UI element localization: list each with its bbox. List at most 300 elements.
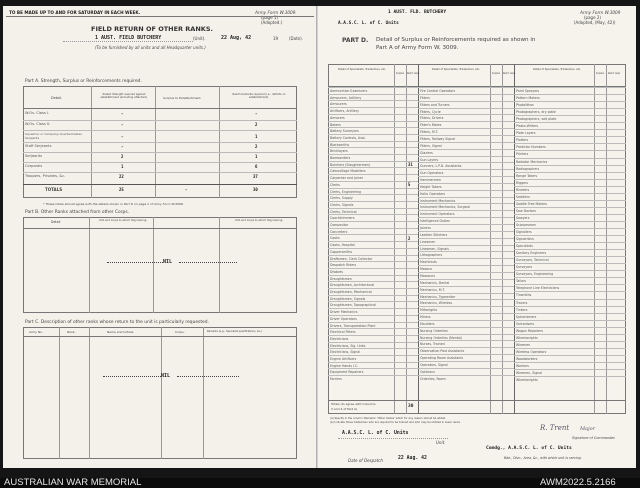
total-posted: 25	[119, 187, 124, 192]
part-b-divider-3	[219, 217, 220, 313]
part-d-row	[418, 286, 514, 293]
trade-label: Engine Artificers	[330, 357, 357, 361]
trade-label: Camouflage Modellers	[330, 169, 366, 174]
trade-label: Surveyors, Technical	[516, 258, 549, 263]
part-a-row: W.Os. Class I. - -	[25, 110, 258, 116]
trade-label: Sanitary Engineers	[516, 251, 547, 256]
part-d-row	[328, 161, 418, 168]
trade-label: Hammermen	[420, 178, 441, 183]
trade-label: Orderlies, Room	[420, 376, 446, 381]
part-b-divider-2	[153, 217, 154, 313]
trade-label: Wagon Repairers	[516, 328, 543, 333]
part-c-divider-1	[59, 327, 60, 459]
part-d-row	[418, 224, 514, 231]
col-head-surplus-3: Surplus	[596, 72, 605, 75]
part-b-nil-dash-right	[179, 262, 237, 263]
part-d-title-1: Detail of Surplus or Reinforcements required as shown in	[376, 37, 536, 43]
trade-label: Sawyers	[516, 215, 530, 220]
part-d-row	[514, 214, 626, 221]
part-d-row	[418, 245, 514, 252]
part-d-row	[328, 181, 418, 188]
part-d-row	[514, 320, 626, 327]
trade-label: Vulcanisers	[516, 321, 535, 326]
trade-label: Mechanics, Typewriter	[420, 294, 456, 299]
total-surplus: -	[185, 187, 188, 192]
rendered-note: (To be furnished by all units and all Headquarter units.)	[95, 45, 206, 50]
part-d-row	[328, 368, 418, 375]
part-a-col-posted: Posted Strength required against establishment (excluding attached).	[100, 93, 148, 99]
reinf-value: 31	[408, 162, 413, 168]
trade-label: Drivers, Transportation Plant	[330, 323, 376, 328]
part-a-row: Corporals 1 6	[23, 162, 297, 172]
trade-label: Telephone Line Electricians	[516, 286, 560, 291]
part-d-label: PART D.	[342, 37, 369, 44]
trade-label: Fitter's Mates	[420, 123, 442, 128]
part-d-row	[514, 101, 626, 108]
part-b-divider-1	[89, 217, 90, 313]
part-d-row	[514, 355, 626, 362]
part-d-row	[418, 293, 514, 300]
part-d-row	[418, 320, 514, 327]
part-d-row	[418, 135, 514, 142]
trade-label: Specialists	[516, 244, 533, 249]
trade-label: Fitters and Turners	[420, 102, 450, 107]
footnote-1: (a) Specify in the column 'Remarks' 'Other trades' which for any reason should be added.	[330, 417, 447, 420]
trade-label: Blacksmiths	[330, 142, 350, 147]
part-c-table	[23, 327, 297, 459]
part-d-row	[328, 188, 418, 195]
part-d-row	[514, 136, 626, 143]
part-d-row	[328, 301, 418, 308]
part-d-row	[418, 251, 514, 258]
part-d-row	[514, 165, 626, 172]
trade-label: Intelligence Duties	[420, 219, 450, 224]
trade-label: Carpenter and Joiner	[330, 176, 364, 181]
part-d-row	[418, 340, 514, 347]
part-d-row	[328, 375, 418, 382]
unit-dotted-line-2	[338, 438, 448, 439]
despatch-date-typed: 22 Aug. 42	[398, 456, 427, 461]
trade-label: Draughtsmen, Topographical	[330, 303, 376, 308]
part-d-row	[328, 348, 418, 355]
part-d-row	[418, 231, 514, 238]
part-d-row	[328, 255, 418, 262]
trade-label: Linesmen, Signals	[420, 246, 449, 251]
trade-label: Millwrights	[420, 308, 438, 313]
trade-label: Observation Post Assistants	[420, 349, 465, 354]
trade-label: Range Takers	[516, 173, 538, 178]
part-d-row	[514, 94, 626, 101]
trade-label: Plasto-Writers	[516, 124, 539, 129]
trade-label: Riveters	[516, 187, 530, 192]
trade-label: Woodworkers	[516, 356, 538, 361]
trade-label: Draughtsmen, Architectural	[330, 283, 375, 288]
part-d-column-3	[514, 87, 626, 383]
trade-label: Mechanics, M.T.	[420, 287, 446, 292]
part-b-nil: NIL	[163, 259, 173, 265]
trade-label: Plate Layers	[516, 131, 536, 136]
part-d-row	[514, 362, 626, 369]
part-d-row	[418, 272, 514, 279]
part-d-title-2: Part A of Army Form W. 3009.	[376, 45, 459, 51]
trade-label: Riggers	[516, 180, 529, 185]
part-d-row	[514, 334, 626, 341]
trade-label: Radiator Mechanics	[516, 159, 548, 164]
part-d-row	[514, 256, 626, 263]
part-d-row	[328, 362, 418, 369]
trade-label: Paint Sprayers	[516, 89, 540, 93]
part-d-row	[514, 306, 626, 313]
comdg-label: Bde., Divn., Area, &c., with which unit is serving.	[504, 456, 582, 460]
part-d-row	[328, 281, 418, 288]
trade-label: Plotters	[516, 138, 529, 143]
part-d-row	[328, 288, 418, 295]
part-d-row	[514, 207, 626, 214]
trade-label: Draughtsmen	[330, 276, 352, 281]
part-d-row	[514, 341, 626, 348]
part-d-row	[418, 217, 514, 224]
part-d-row	[328, 107, 418, 114]
trade-label: Clerks	[330, 182, 340, 187]
trade-label: Wiremen	[516, 342, 531, 347]
part-d-column-2	[418, 87, 514, 383]
right-form-ref: Army Form W.3009	[580, 10, 621, 15]
part-c-col-remarks: Remarks (e.g., Specialist qualifications, &c.)	[207, 330, 263, 333]
trade-label: Nursing Orderlies	[420, 328, 448, 333]
part-d-row	[328, 134, 418, 141]
part-d-row	[328, 221, 418, 228]
part-d-row	[514, 376, 626, 383]
trade-label: Gun Layers	[420, 157, 439, 162]
totals-reinf: 30	[408, 404, 414, 409]
trade-label: Instrument Operators	[420, 212, 455, 217]
part-c-nil: NIL	[161, 373, 171, 379]
part-d-row	[514, 179, 626, 186]
unit-dotted-line	[63, 41, 193, 42]
part-d-row	[328, 214, 418, 221]
trade-label: Ammunition Examiners	[330, 89, 368, 93]
part-d-row	[328, 342, 418, 349]
part-d-row	[514, 200, 626, 207]
form-adopted: (Adopted.)	[261, 20, 283, 25]
part-d-row	[418, 87, 514, 94]
part-d-row	[514, 270, 626, 277]
trade-label: Photographers, wet plate	[516, 117, 557, 122]
part-d-row	[514, 299, 626, 306]
trade-label: Radiographers	[516, 166, 540, 171]
part-d-row	[418, 265, 514, 272]
part-b-head-rule	[23, 228, 297, 229]
trade-label: Fitters, Signal	[420, 143, 442, 148]
commander-signature: R. Trent	[540, 424, 570, 432]
trade-label: Masons	[420, 267, 432, 272]
unit-label: (Unit).	[193, 36, 206, 41]
trade-label: Saw Doctors	[516, 208, 536, 213]
left-page	[3, 6, 317, 468]
reinf-value: 5	[408, 182, 411, 188]
part-c-divider-3	[161, 327, 162, 459]
part-a-rows	[23, 108, 297, 184]
trade-label: Moulders	[420, 321, 435, 326]
col-head-detail-3: Detail of Specialists, Tradesmen, etc.	[533, 68, 581, 71]
trade-label: Opticians	[420, 369, 435, 374]
part-a-col-reinf: Reinforcements required (i.e., deficits on establishment).	[232, 93, 286, 99]
part-d-row	[418, 197, 514, 204]
trade-label: Height Takers	[420, 184, 442, 189]
total-reinf: 30	[253, 187, 258, 192]
form-ref: Army Form W.3009.	[255, 10, 297, 15]
unit-typed: 1 AUST. FIELD BUTCHERY	[95, 35, 162, 41]
trade-label: Draughtsmen, Signals	[330, 296, 366, 301]
trade-label: Printers	[516, 152, 529, 157]
part-a-row: Staff Serjeants - 2	[23, 142, 297, 152]
part-c-col-name: Name and Initials.	[107, 330, 135, 334]
trade-label: Dhobies	[330, 269, 343, 274]
part-c-col-rank: Rank.	[67, 330, 76, 334]
comdg-line: Comdg., A.A.S.C. L. of C. Units	[486, 446, 572, 451]
trade-label: Fitters, Cycle	[420, 109, 441, 114]
right-form-page: (page 2)	[584, 15, 601, 20]
trade-label: Scissorsmen	[516, 222, 536, 227]
part-c-head-rule	[23, 336, 297, 337]
trade-label: Signallers	[516, 230, 532, 234]
part-d-row	[328, 121, 418, 128]
trade-label: Gun Operators	[420, 171, 444, 176]
right-page	[318, 6, 636, 468]
part-d-row	[328, 268, 418, 275]
trade-label: Surveyors, Engineering	[516, 272, 554, 277]
trade-label: Wireless Operators	[516, 349, 547, 354]
trade-label: Bakers	[330, 122, 341, 127]
trade-label: Operators, Signal	[420, 363, 448, 367]
part-b-heading: Part B. Other Ranks attached from other Corps.	[25, 210, 130, 215]
trade-label: Fitters, M.T.	[420, 130, 439, 135]
trade-label: Linesmen	[420, 239, 436, 244]
trade-label: Clerks, Technical	[330, 209, 357, 214]
part-d-row	[514, 284, 626, 291]
totals-rule	[23, 184, 297, 185]
part-d-row	[418, 183, 514, 190]
trade-label: Signwriters	[516, 237, 534, 242]
caption-left: AUSTRALIAN WAR MEMORIAL	[4, 477, 142, 488]
trade-label: Electricians	[330, 336, 349, 341]
trade-label: Surveyors	[516, 265, 533, 270]
part-d-row	[418, 94, 514, 101]
part-d-row	[328, 94, 418, 101]
page-banner: TO BE MADE UP TO AND FOR SATURDAY IN EACH WEEK.	[9, 10, 141, 15]
trade-label: Wheelwrights	[516, 378, 538, 383]
part-d-row	[514, 249, 626, 256]
part-d-row	[328, 355, 418, 362]
part-d-row	[328, 208, 418, 215]
part-d-row	[328, 100, 418, 107]
trade-label: Equipment Repairers	[330, 370, 364, 375]
trade-label: Electricians, Signal	[330, 350, 361, 355]
trade-label: Butchers (Slaughtermen)	[330, 162, 371, 167]
trade-label: Concreters	[330, 229, 348, 234]
date-typed: 22 Aug, 42	[221, 35, 252, 41]
part-d-row	[328, 141, 418, 148]
part-d-row	[514, 150, 626, 157]
trade-label: Fire Control Operators	[420, 89, 456, 93]
part-d-row	[328, 275, 418, 282]
trade-label: Workers	[516, 363, 529, 368]
totals-label: TOTALS	[45, 187, 63, 192]
part-b-col-unit-2: Unit and Corps to which they belong.	[234, 219, 284, 222]
date-suffix: 19	[273, 36, 279, 41]
part-a-col-surplus: Surplus to Establishment.	[163, 96, 202, 100]
trade-label: Leather Stitchers	[420, 232, 448, 237]
part-a-col-detail: Detail.	[51, 96, 63, 100]
trade-label: Battery Controls, Asst.	[330, 135, 366, 140]
part-d-row	[328, 194, 418, 201]
unit-label-2: Unit.	[436, 440, 446, 445]
trade-label: Draughtsmen, Mechanical	[330, 290, 372, 294]
trade-label: Artificers, Artillery	[330, 109, 359, 114]
part-d-column-1	[328, 87, 418, 383]
trade-label: Cooks, Hospital	[330, 243, 355, 248]
part-a-row: Troopers, Privates, &c. 22 37	[23, 172, 297, 182]
part-d-row	[514, 172, 626, 179]
part-d-row	[418, 149, 514, 156]
despatch-label: Date of Despatch	[348, 458, 383, 463]
trade-label: Predictor Numbers	[516, 145, 546, 150]
col-head-surplus-1: Surplus	[396, 72, 405, 75]
signatory-label: Signature of Commander.	[572, 436, 616, 440]
trade-label: Photographers, dry plate	[516, 110, 556, 115]
part-d-row	[328, 87, 418, 94]
reinf-value: 2	[408, 235, 411, 241]
trade-label: Clerks, Supply	[330, 196, 353, 201]
totals-note-2: 3 and 4 of Part A)	[331, 407, 358, 411]
part-b-nil-dash-left	[107, 262, 163, 263]
right-unit-typed: A.A.S.C. L. of C. Units	[338, 21, 399, 26]
part-d-row	[328, 228, 418, 235]
trade-label: Nurses, Trained	[420, 342, 445, 347]
part-d-row	[418, 114, 514, 121]
part-d-row	[514, 87, 626, 94]
part-d-row	[418, 354, 514, 361]
part-b-table	[23, 217, 297, 313]
trade-label: Draftsmen, Clerk Collector	[330, 256, 373, 261]
part-d-row	[514, 158, 626, 165]
trade-label: Coachtrimmers	[330, 216, 355, 221]
trade-label: Fitters, Drivers	[420, 116, 444, 121]
trade-label: Tracers	[516, 300, 528, 305]
part-d-row	[514, 263, 626, 270]
part-d-row	[418, 190, 514, 197]
part-c-nil-dash-left	[103, 376, 161, 377]
part-d-row	[418, 361, 514, 368]
part-d-row	[328, 147, 418, 154]
part-d-row	[328, 328, 418, 335]
part-d-row	[328, 174, 418, 181]
trade-label: Clerks, Engineering	[330, 189, 362, 194]
part-c-nil-dash-right	[177, 376, 239, 377]
form-title: FIELD RETURN OF OTHER RANKS.	[91, 25, 213, 33]
part-d-row	[418, 156, 514, 163]
part-d-row	[328, 335, 418, 342]
part-d-row	[418, 299, 514, 306]
part-d-row	[514, 277, 626, 284]
col-head-detail-2: Detail of Specialists, Tradesmen, etc.	[432, 68, 480, 71]
part-d-row	[514, 122, 626, 129]
part-d-row	[418, 169, 514, 176]
trade-label: Driver Operators	[330, 316, 357, 321]
part-b-col-detail: Detail	[51, 220, 61, 224]
trade-label: Armorers	[330, 115, 345, 120]
right-form-adopted: (Adopted, (May, 42))	[574, 20, 616, 25]
trade-label: Wheelwrights	[516, 335, 538, 340]
trade-label: Farriers	[330, 377, 342, 382]
part-d-row	[328, 322, 418, 329]
banner-rule	[6, 16, 314, 17]
trade-label: Upholsterers	[516, 314, 537, 319]
trade-label: Glaziers	[420, 150, 433, 155]
part-d-row	[514, 327, 626, 334]
trade-label: Coppersmiths	[330, 249, 353, 254]
trade-label: Saddlers	[516, 194, 530, 199]
part-d-row	[328, 234, 418, 241]
part-d-row	[418, 210, 514, 217]
part-d-row	[328, 241, 418, 248]
part-d-row	[514, 143, 626, 150]
part-d-row	[514, 235, 626, 242]
trade-label: Miners	[420, 315, 431, 320]
trade-label: Nursing Orderlies (Mental)	[420, 335, 463, 340]
trade-label: Instrument Mechanics	[420, 198, 456, 203]
part-d-totals-rule	[328, 400, 626, 401]
part-d-row	[514, 228, 626, 235]
part-d-row	[328, 127, 418, 134]
trade-label: Driver Mechanics	[330, 310, 358, 315]
totals-note-1: Totals (to agree with Columns	[331, 402, 376, 406]
part-d-row	[328, 154, 418, 161]
trade-label: Electricians, Sig. Units	[330, 343, 366, 348]
part-d-row	[514, 193, 626, 200]
part-d-row	[418, 203, 514, 210]
part-c-divider-4	[203, 327, 204, 459]
part-a-row: Serjeants 2 1	[23, 152, 297, 162]
part-d-row	[328, 248, 418, 255]
trade-label: Machinists	[420, 260, 437, 265]
part-d-row	[418, 176, 514, 183]
col-head-surplus-2: Surplus	[492, 72, 501, 75]
trade-label: Clerks, Signals	[330, 202, 354, 207]
part-d-row	[514, 108, 626, 115]
part-d-row	[328, 308, 418, 315]
part-d-row	[328, 167, 418, 174]
part-d-row	[418, 258, 514, 265]
trade-label: Lithographers	[420, 253, 443, 258]
trade-label: Cooks	[330, 236, 340, 241]
part-d-row	[328, 295, 418, 302]
trade-label: Bombardiers	[330, 156, 351, 160]
trade-label: Armourers	[330, 102, 347, 107]
part-d-row	[418, 108, 514, 115]
part-d-row	[418, 306, 514, 313]
part-d-row	[418, 101, 514, 108]
part-d-row	[418, 375, 514, 382]
trade-label: Gunners, L.P.D. Assistants	[420, 164, 462, 169]
part-d-row	[514, 348, 626, 355]
trade-label: Fitters, Railway Signal	[420, 136, 456, 141]
part-a-footnote: * These totals should agree with the details shown in Part D on page 2 of Army Form W.3009.	[43, 202, 184, 206]
trade-label: Pattern Makers	[516, 96, 540, 101]
part-d-row	[514, 129, 626, 136]
trade-label: Despatch Riders	[330, 263, 357, 268]
part-d-row	[418, 279, 514, 286]
